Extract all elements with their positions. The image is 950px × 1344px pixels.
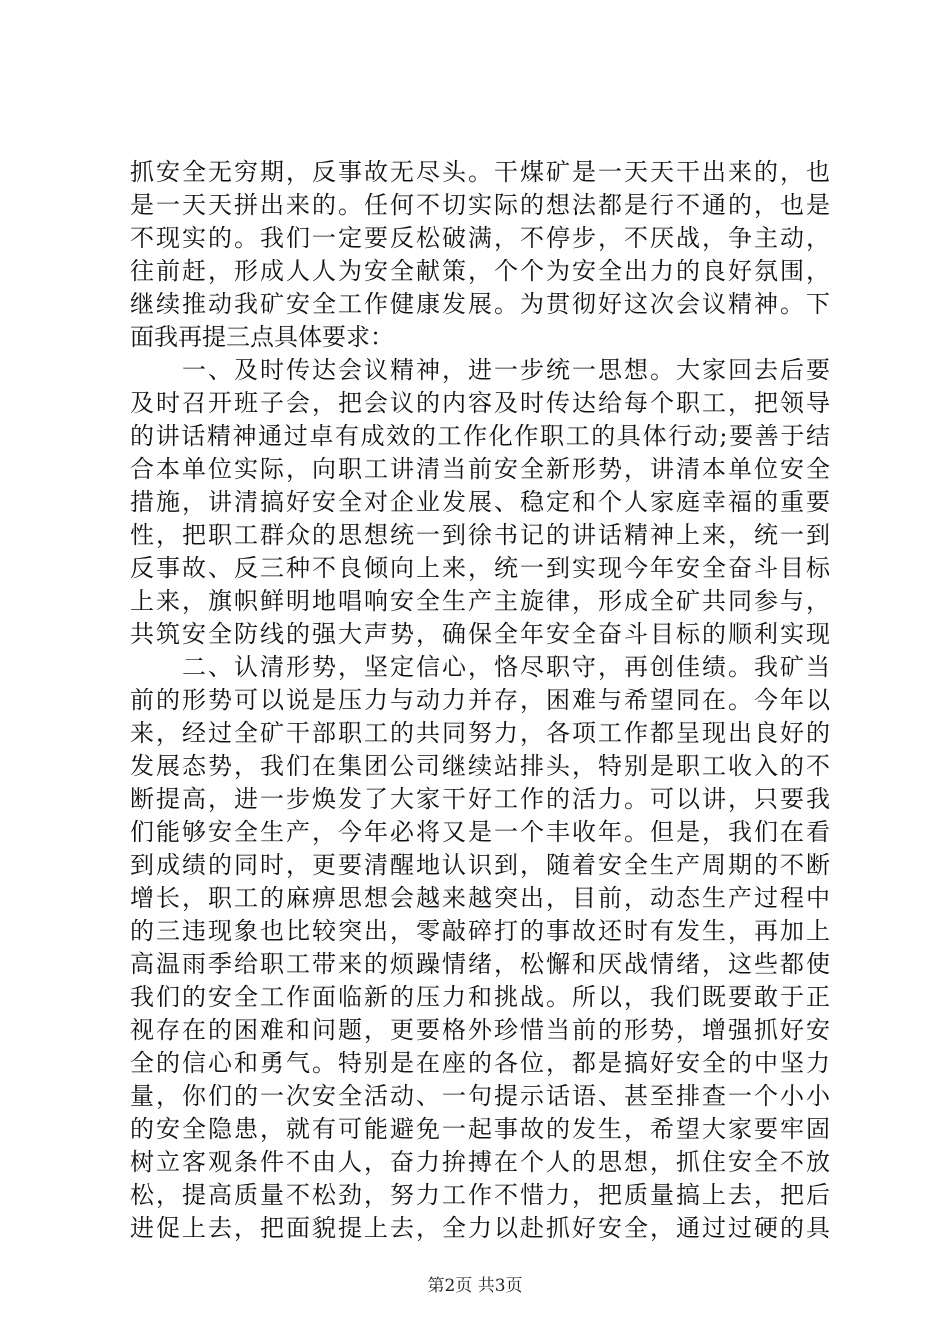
text-line: 高温雨季给职工带来的烦躁情绪，松懈和厌战情绪，这些都使 <box>130 950 830 978</box>
text-line: 量，你们的一次安全活动、一句提示话语、甚至排查一个小小 <box>130 1082 830 1110</box>
text-line: 进促上去，把面貌提上去，全力以赴抓好安全，通过过硬的具 <box>130 1214 830 1242</box>
text-line: 全的信心和勇气。特别是在座的各位，都是搞好安全的中坚力 <box>130 1049 830 1077</box>
text-line: 树立客观条件不由人，奋力拚搏在个人的思想，抓住安全不放 <box>130 1148 830 1176</box>
text-line: 继续推动我矿安全工作健康发展。为贯彻好这次会议精神。下 <box>130 290 830 318</box>
text-line: 发展态势，我们在集团公司继续站排头，特别是职工收入的不 <box>130 752 830 780</box>
text-line: 断提高，进一步焕发了大家干好工作的活力。可以讲，只要我 <box>130 785 830 813</box>
text-line: 到成绩的同时，更要清醒地认识到，随着安全生产周期的不断 <box>130 851 830 879</box>
text-line: 松，提高质量不松劲，努力工作不惜力，把质量搞上去，把后 <box>130 1181 830 1209</box>
page-footer: 第2页 共3页 <box>427 1276 523 1296</box>
text-line: 抓安全无穷期，反事故无尽头。干煤矿是一天天干出来的，也 <box>130 158 830 186</box>
text-line: 们能够安全生产，今年必将又是一个丰收年。但是，我们在看 <box>130 818 830 846</box>
text-line: 性，把职工群众的思想统一到徐书记的讲话精神上来，统一到 <box>130 521 830 549</box>
text-line: 的安全隐患，就有可能避免一起事故的发生，希望大家要牢固 <box>130 1115 830 1143</box>
text-line: 前的形势可以说是压力与动力并存，困难与希望同在。今年以 <box>130 686 830 714</box>
text-line: 反事故、反三种不良倾向上来，统一到实现今年安全奋斗目标 <box>130 554 830 582</box>
text-line: 面我再提三点具体要求： <box>130 323 394 351</box>
text-line: 措施，讲清搞好安全对企业发展、稳定和个人家庭幸福的重要 <box>130 488 830 516</box>
text-line: 的讲话精神通过卓有成效的工作化作职工的具体行动;要善于结 <box>130 422 830 450</box>
text-line: 共筑安全防线的强大声势，确保全年安全奋斗目标的顺利实现 <box>130 620 830 648</box>
text-line: 二、认清形势，坚定信心，恪尽职守，再创佳绩。我矿当 <box>130 653 830 681</box>
body-text <box>130 156 830 1245</box>
text-line: 往前赶，形成人人为安全献策，个个为安全出力的良好氛围， <box>130 257 830 285</box>
text-line: 我们的安全工作面临新的压力和挑战。所以，我们既要敢于正 <box>130 983 830 1011</box>
text-line: 增长，职工的麻痹思想会越来越突出，目前，动态生产过程中 <box>130 884 830 912</box>
text-line: 合本单位实际，向职工讲清当前安全新形势，讲清本单位安全 <box>130 455 830 483</box>
text-line: 的三违现象也比较突出，零敲碎打的事故还时有发生，再加上 <box>130 917 830 945</box>
text-line: 视存在的困难和问题，更要格外珍惜当前的形势，增强抓好安 <box>130 1016 830 1044</box>
text-line: 及时召开班子会，把会议的内容及时传达给每个职工，把领导 <box>130 389 830 417</box>
text-line: 是一天天拼出来的。任何不切实际的想法都是行不通的，也是 <box>130 191 830 219</box>
text-line: 不现实的。我们一定要反松破满，不停步，不厌战，争主动， <box>130 224 830 252</box>
text-line: 上来，旗帜鲜明地唱响安全生产主旋律，形成全矿共同参与， <box>130 587 830 615</box>
text-line: 一、及时传达会议精神，进一步统一思想。大家回去后要 <box>130 356 830 384</box>
text-line: 来，经过全矿干部职工的共同努力，各项工作都呈现出良好的 <box>130 719 830 747</box>
